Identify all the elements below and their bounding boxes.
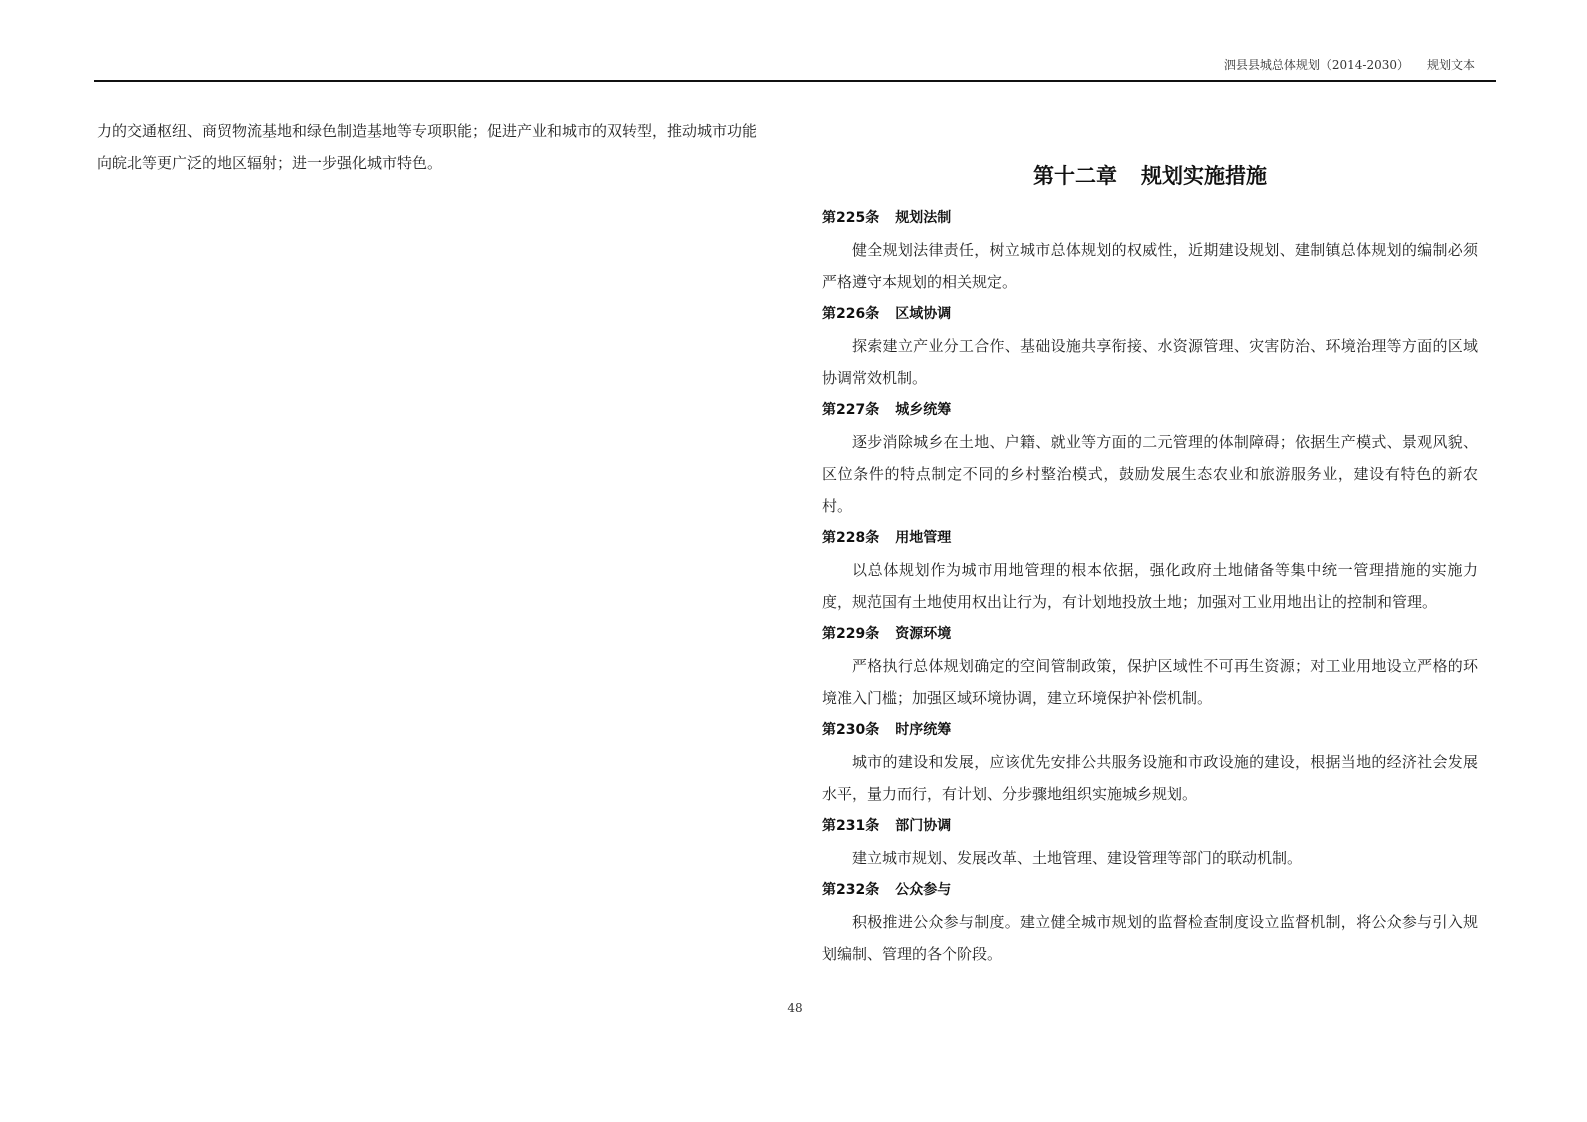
article-number: 第230条 (822, 722, 880, 738)
right-page-content (822, 156, 1478, 970)
article-title: 规划法制 (895, 210, 952, 226)
article-number: 第232条 (822, 882, 880, 898)
article-number: 第226条 (822, 306, 880, 322)
article-body: 积极推进公众参与制度。建立健全城市规划的监督检查制度设立监督机制，将公众参与引入规划编制、管理的各个阶段。 (822, 913, 1478, 963)
article-number: 第229条 (822, 626, 880, 642)
article-title: 城乡统筹 (895, 402, 952, 418)
article-number: 第227条 (822, 402, 880, 418)
chapter-number: 第十二章 (1033, 164, 1117, 188)
article-heading (822, 298, 1478, 330)
article-body: 严格执行总体规划确定的空间管制政策，保护区域性不可再生资源；对工业用地设立严格的环境准入门槛；加强区域环境协调，建立环境保护补偿机制。 (822, 657, 1478, 707)
article-225 (822, 202, 1478, 298)
document-title: 泗县县城总体规划（2014-2030） (1223, 58, 1409, 72)
article-body: 建立城市规划、发展改革、土地管理、建设管理等部门的联动机制。 (852, 849, 1303, 867)
article-heading (822, 810, 1478, 842)
article-body: 健全规划法律责任，树立城市总体规划的权威性，近期建设规划、建制镇总体规划的编制必须严格遵守本规划的相关规定。 (822, 241, 1478, 291)
article-heading (822, 202, 1478, 234)
page-number: 48 (787, 1001, 803, 1015)
article-heading (822, 522, 1478, 554)
article-body: 探索建立产业分工合作、基础设施共享衔接、水资源管理、灾害防治、环境治理等方面的区域协调常效机制。 (822, 337, 1478, 387)
left-page-content (97, 115, 757, 179)
article-228 (822, 522, 1478, 618)
header-divider (94, 80, 1496, 82)
article-body: 逐步消除城乡在土地、户籍、就业等方面的二元管理的体制障碍；依据生产模式、景观风貌、区位条件的特点制定不同的乡村整治模式，鼓励发展生态农业和旅游服务业，建设有特色的新农村。 (822, 433, 1478, 515)
chapter-title: 规划实施措施 (1141, 164, 1267, 188)
article-body: 以总体规划作为城市用地管理的根本依据，强化政府土地储备等集中统一管理措施的实施力度，规范国有土地使用权出让行为，有计划地投放土地；加强对工业用地出让的控制和管理。 (822, 561, 1478, 611)
article-226 (822, 298, 1478, 394)
article-heading (822, 394, 1478, 426)
article-heading (822, 714, 1478, 746)
continued-paragraph: 力的交通枢纽、商贸物流基地和绿色制造基地等专项职能；促进产业和城市的双转型，推动城市功能向皖北等更广泛的地区辐射；进一步强化城市特色。 (97, 122, 758, 172)
chapter-heading (822, 156, 1478, 196)
article-number: 第231条 (822, 818, 880, 834)
article-229 (822, 618, 1478, 714)
article-231 (822, 810, 1478, 874)
article-title: 部门协调 (895, 818, 952, 834)
article-title: 用地管理 (895, 530, 952, 546)
article-heading (822, 874, 1478, 906)
article-title: 区域协调 (895, 306, 952, 322)
article-number: 第225条 (822, 210, 880, 226)
article-title: 资源环境 (895, 626, 952, 642)
article-230 (822, 714, 1478, 810)
document-header-title (1224, 56, 1475, 73)
article-title: 时序统筹 (895, 722, 952, 738)
document-type: 规划文本 (1426, 58, 1475, 72)
article-number: 第228条 (822, 530, 880, 546)
article-heading (822, 618, 1478, 650)
article-title: 公众参与 (895, 882, 952, 898)
article-body: 城市的建设和发展，应该优先安排公共服务设施和市政设施的建设，根据当地的经济社会发展水平，量力而行，有计划、分步骤地组织实施城乡规划。 (822, 753, 1478, 803)
article-227 (822, 394, 1478, 522)
article-232 (822, 874, 1478, 970)
